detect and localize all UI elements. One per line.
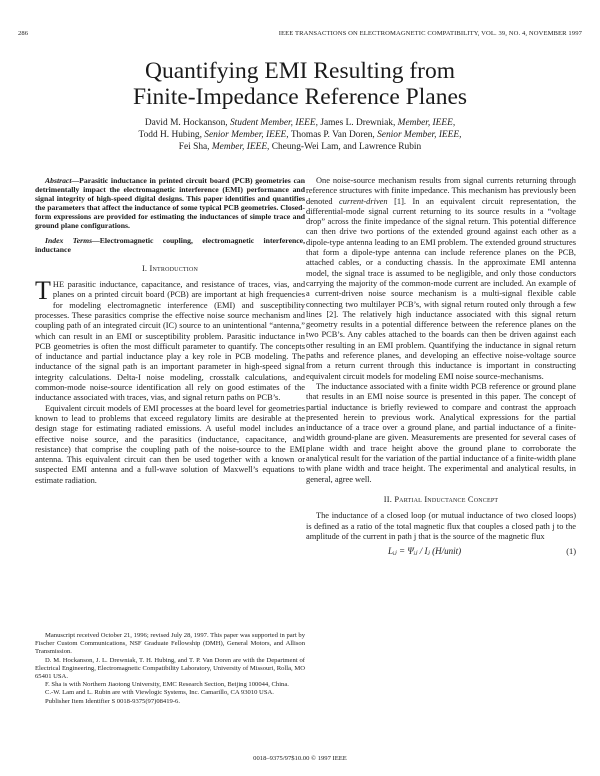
author-name: David M. Hockanson, [144, 118, 228, 128]
index-terms-text: Electromagnetic coupling, electromagnetic interference, inductance [35, 235, 306, 254]
footnote-item: C.-W. Lam and L. Rubin are with Viewlogic Systems, Inc. Camarillo, CA 93010 USA. [45, 689, 274, 697]
italic-term: current-driven [339, 196, 388, 206]
author-line-3 [0, 141, 600, 153]
author-name: Todd H. Hubing, [138, 130, 202, 140]
section-number: II. [383, 494, 393, 504]
footnote-item: D. M. Hockanson, J. L. Drewniak, T. H. Hubing, and T. P. Van Doren are with the Department of Electrical Engineering, Electromagnetic Compatibility Laboratory, University of Missouri, Rolla, MO 65401 USA. [35, 656, 305, 681]
title-line-1: Quantifying EMI Resulting from [144, 58, 456, 84]
section-heading-introduction [35, 264, 305, 274]
intro-paragraph-2: Equivalent circuit models of EMI processes at the board level for geometries known to lead to problems that exceed regulatory limits are desirable at the design stage for estimating radiated emissions. A useful model includes an effective noise source, and the parasitics (inductance, capacitance, and resistance) that comprise the coupling path of the noise-source to the EMI antenna. This equivalent circuit can then be used together with a known or suspected EMI antenna and a full-wave solution of Maxwell’s equations to estimate radiation. [35, 403, 305, 485]
intro-paragraph-1-text: parasitic inductance, capacitance, and resistance of traces, vias, and planes on a printed circuit board (PCB) are important at high frequencies for modeling electromagnetic interference (EMI) and susceptibility processes. These parasitics comprise the effective noise source mechanism and coupling path of an integrated circuit (IC) source to an unintentional “antenna,” which can result in an EMI or susceptibility problem. Parasitic inductance in PCB geometries is often the most difficult parameter to quantify. The concepts of inductance and partial inductance play a key role in PCB modeling. The inductance of the signal path is an important parameter in high-speed signal integrity calculations. Delta-I noise modeling, crosstalk calculations, and common-mode noise-source identification all rely on good estimates of the inductance associated with traces, vias, and signal return paths on PCB’s. [35, 280, 306, 403]
author-name: Fei Sha, [178, 142, 210, 152]
abstract [35, 176, 305, 231]
body-paragraph-3: The inductance of a closed loop (or mutual inductance of two closed loops) is defined as a ratio of the total magnetic flux that couples a closed path j to the amplitude of the current in path j that is the source of the magnetic flux [306, 511, 576, 541]
footnote-item: F. Sha is with Northern Jiaotong University, EMC Research Section, Beijing 100044, China. [45, 681, 289, 689]
section-title: Partial Inductance Concept [394, 494, 499, 504]
title-line-2: Finite-Impedance Reference Planes [132, 84, 468, 110]
body-text: One noise-source mechanism results from signal currents returning through reference structures with finite impedance. This mechanism has previously been denoted [306, 176, 576, 206]
copyright-footer: 0018–9375/97$10.00 © 1997 IEEE [253, 755, 347, 762]
footnotes [35, 632, 305, 706]
index-terms-label: Index Terms— [45, 235, 100, 245]
body-paragraph-1 [306, 176, 576, 382]
equation-expression: Lᵢⱼ = Ψᵢⱼ / Iⱼ (H/unit) [388, 546, 462, 557]
body-paragraph-2: The inductance associated with a finite width PCB reference or ground plane that results in an EMI noise source is presented in this paper. The concept of partial inductance is briefly reviewed to compare and contrast the approach presented herein to previous work. Analytical expressions for the partial inductance of a trace over a ground plane, and partial inductance of a finite-width ground-plane are given. Measurements are presented for several cases of plane width and trace height above the ground plane to corroborate the analytical result for the variation of the partial inductance of a finite-width plane with plane width and trace height. The experimental and analytical results, in general, agree well. [306, 381, 576, 484]
running-header [18, 30, 582, 42]
body-text: [1]. In an equivalent circuit representation, the differential-mode signal current returning to its source results in a “voltage drop” across the finite impedance of the signal return. This potential difference can then drive two portions of the extended ground against each other as a dipole-type antenna leading to an EMI problem. The extended ground structures that form a dipole-type antenna can include reference planes on the PCB, attached cables, or a conducting chassis. In the approximate EMI antenna model, the signal trace is assumed to be negligible, and only those conductors carrying the majority of the common-mode current are included. An example of a current-driven noise source mechanism is a multi-signal flexible cable connecting two multilayer PCB’s, with signal return routed only through a few lines [2]. The relatively high inductance associated with this signal return geometry results in a potential difference between the reference planes on the two PCB’s. Any cables attached to the boards can then be driven against each other resulting in an EMI problem. Quantifying the inductance in signal return paths and reference planes, and developing an effective noise-voltage source from a return current through this inductance is important in constructing equivalent circuit models for modeling EMI noise source-mechanisms. [306, 196, 577, 381]
right-column [306, 176, 576, 560]
left-column [35, 176, 305, 486]
journal-header: IEEE TRANSACTIONS ON ELECTROMAGNETIC COMPATIBILITY, VOL. 39, NO. 4, NOVEMBER 1997 [278, 30, 582, 37]
index-terms [35, 236, 305, 254]
footnote-item: Publisher Item Identifier S 0018-9375(97)08419-6. [45, 697, 180, 705]
author-role: Student Member, IEEE, [229, 118, 318, 128]
section-heading-partial-inductance [306, 495, 576, 505]
section-number: I. [141, 263, 148, 273]
intro-lead-word: HE [52, 280, 65, 290]
paper-title [0, 58, 600, 110]
abstract-label: Abstract— [45, 176, 80, 185]
author-role: Member, IEEE, [397, 118, 456, 128]
author-line-1 [0, 117, 600, 129]
author-role: Member, IEEE, [211, 142, 270, 152]
author-name: Thomas P. Van Doren, [290, 130, 375, 140]
author-line-2 [0, 129, 600, 141]
intro-paragraph-1 [35, 276, 306, 404]
page-number: 286 [18, 30, 29, 37]
author-name: Cheung-Wei Lam, and Lawrence Rubin [271, 142, 422, 152]
author-role: Senior Member, IEEE, [377, 130, 462, 140]
equation-number: (1) [566, 547, 576, 557]
abstract-text: Parasitic inductance in printed circuit board (PCB) geometries can detrimentally impact the electromagnetic interference (EMI) performance and signal integrity of high-speed digital designs. This paper identifies and quantifies the parameters that affect the inductance of some typical PCB geometries. Closed-form expressions are provided for estimating the inductances of simple trace and ground plane configurations. [35, 176, 305, 231]
equation-1 [306, 544, 576, 560]
author-role: Senior Member, IEEE, [204, 130, 289, 140]
section-title: Introduction [149, 263, 199, 273]
footnote-item: Manuscript received October 21, 1996; revised July 28, 1997. This paper was supported in part by Fischer Custom Communications, NSF Graduate Fellowship (DMH), General Motors, and Allison Transmission. [35, 632, 305, 656]
author-name: James L. Drewniak, [320, 118, 396, 128]
author-list [0, 117, 600, 153]
drop-cap: T [35, 276, 51, 306]
